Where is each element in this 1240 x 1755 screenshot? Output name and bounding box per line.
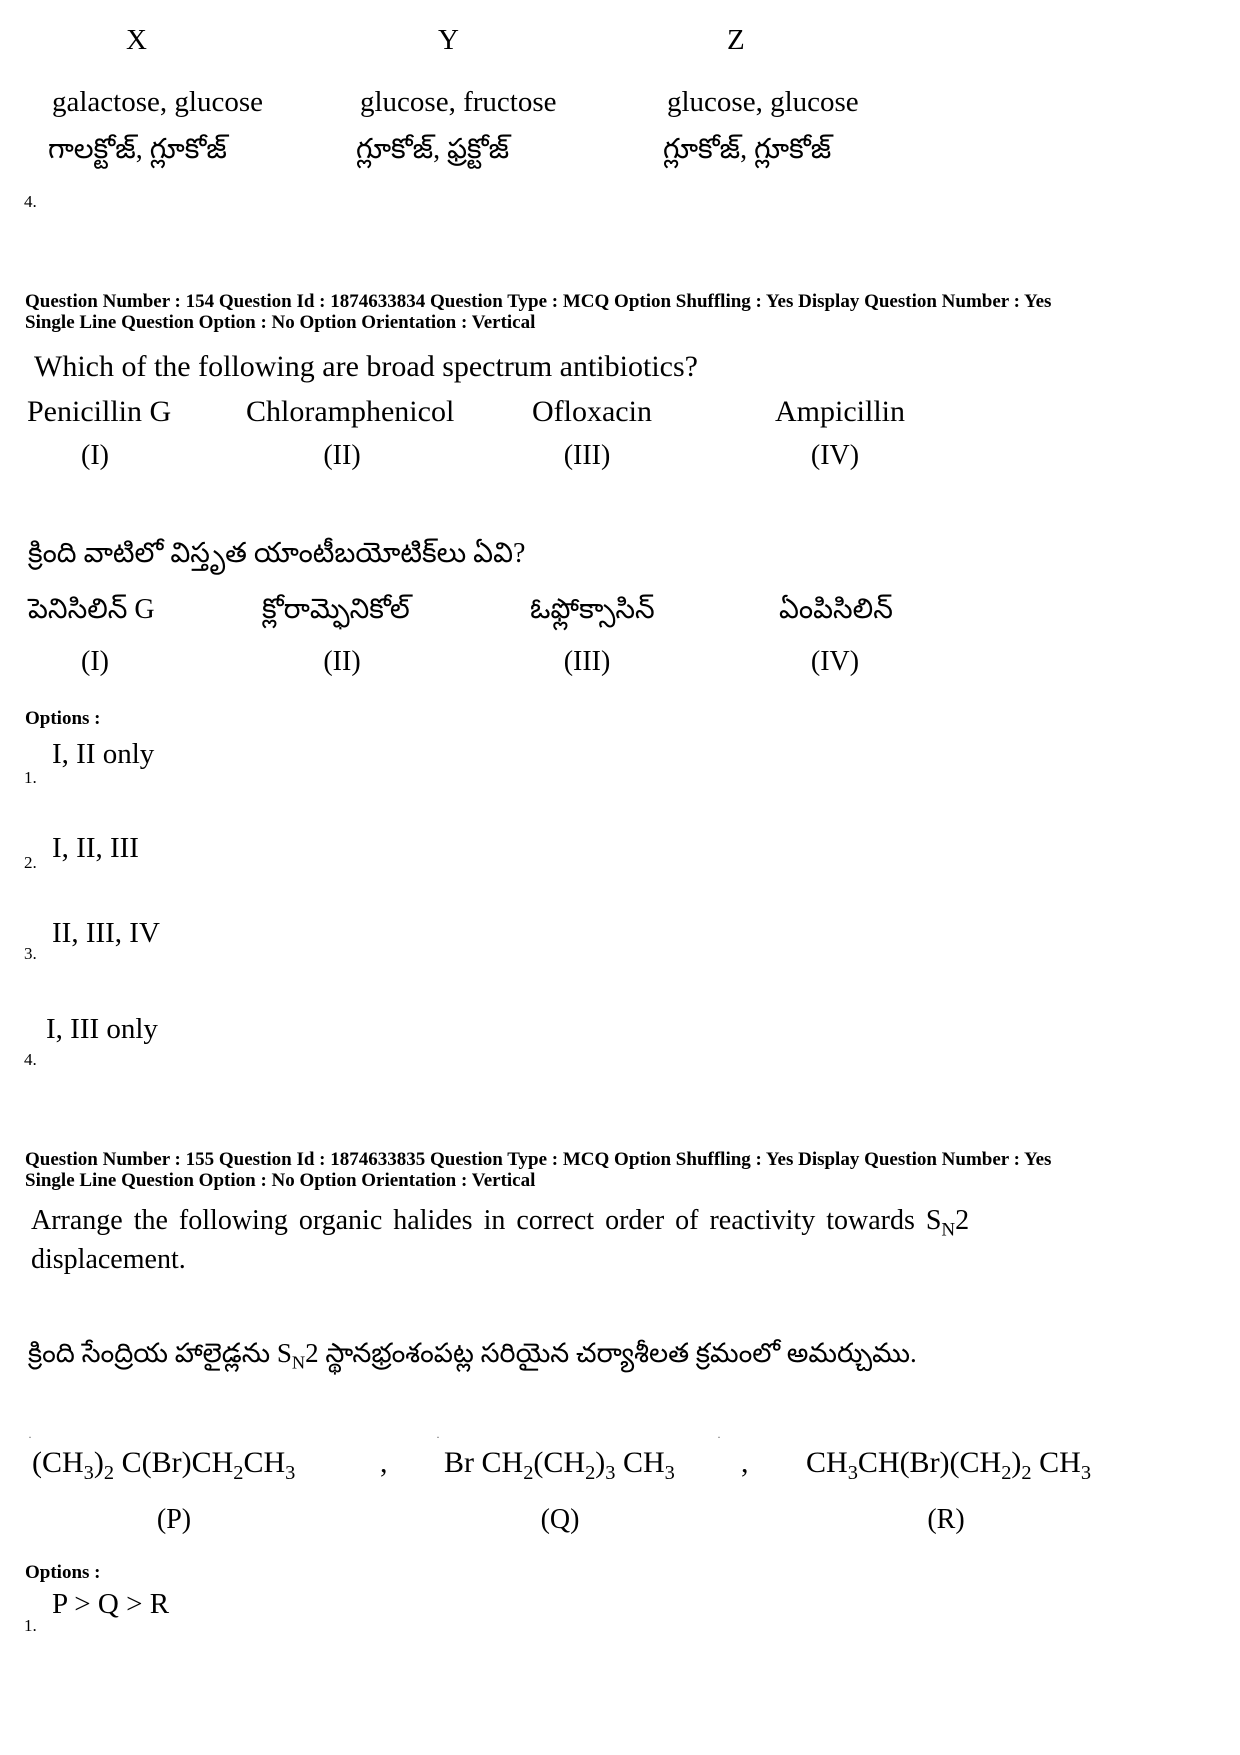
q154-drug-2-telugu: క్లోరామ్ఫెనికోల్ [262, 594, 410, 625]
q155-question-prefix: Arrange the following organic halides in correct order of reactivity towards S [31, 1205, 942, 1236]
cell-y-english: glucose, fructose [360, 86, 557, 118]
separator-1: , [380, 1446, 388, 1479]
compound-r-label: (R) [927, 1504, 965, 1535]
q155-telugu-sn-subscript: N [291, 1352, 306, 1373]
q154-option-3-text: II, III, IV [52, 917, 160, 949]
cell-z-english: glucose, glucose [667, 86, 859, 118]
decorative-dot: · [28, 1430, 32, 1444]
q154-drug-1-telugu: పెనిసిలిన్ G [28, 594, 155, 625]
q154-roman-2-te: (II) [323, 646, 361, 677]
column-header-z: Z [727, 24, 745, 56]
column-header-x: X [126, 24, 147, 56]
cell-x-telugu: గాలక్టోజ్, గ్లూకోజ్ [48, 134, 227, 165]
q154-roman-2: (II) [323, 440, 361, 471]
q154-option-2-number: 2. [24, 853, 37, 872]
q155-meta-line2: Single Line Question Option : No Option Orientation : Vertical [25, 1170, 536, 1191]
q154-question-telugu: క్రింది వాటిలో విస్తృత యాంటీబయోటిక్‌లు ఏవి? [28, 538, 526, 569]
separator-2: , [741, 1446, 749, 1479]
prev-option-number: 4. [24, 192, 37, 211]
q155-meta-line1: Question Number : 155 Question Id : 1874633835 Question Type : MCQ Option Shuffling : Yes Display Question Number : Yes [25, 1149, 1052, 1170]
q154-roman-1: (I) [81, 440, 109, 471]
cell-y-telugu: గ్లూకోజ్, ఫ్రక్టోజ్ [356, 134, 510, 165]
compound-r-formula: $CH_3CH(Br)(CH_2)_2$ $CH_3$ [806, 1446, 1092, 1485]
q154-option-4-number: 4. [24, 1050, 37, 1069]
q154-options-label: Options : [25, 708, 101, 729]
q154-drug-2-english: Chloramphenicol [246, 395, 455, 428]
q155-options-label: Options : [25, 1562, 101, 1583]
column-header-y: Y [438, 24, 459, 56]
q155-telugu-prefix: క్రింది సేంద్రియ హాలైడ్లను S [28, 1338, 292, 1368]
cell-x-english: galactose, glucose [52, 86, 263, 118]
q155-telugu-sn-two: 2 [305, 1338, 319, 1368]
q154-drug-3-telugu: ఓఫ్లోక్సాసిన్ [530, 594, 655, 625]
q155-question-english-line2: displacement. [31, 1244, 186, 1275]
q155-sn-subscript: N [941, 1219, 956, 1241]
compound-q-label: (Q) [540, 1504, 580, 1535]
q154-meta-line2: Single Line Question Option : No Option Orientation : Vertical [25, 312, 536, 333]
cell-z-telugu: గ్లూకోజ్, గ్లూకోజ్ [663, 134, 832, 165]
q154-option-4-text: I, III only [46, 1013, 158, 1045]
q154-option-1-text: I, II only [52, 738, 155, 770]
q155-option-1-text: P > Q > R [52, 1588, 170, 1620]
q155-telugu-suffix: స్థానభ్రంశంపట్ల సరియైన చర్యాశీలత క్రమంలో అమర్చుము. [318, 1338, 917, 1368]
q154-question-english: Which of the following are broad spectrum antibiotics? [34, 350, 698, 383]
q154-drug-4-telugu: ఏంపిసిలిన్ [779, 594, 893, 625]
q154-roman-3-te: (III) [563, 646, 611, 677]
q154-roman-4-te: (IV) [810, 646, 860, 677]
q155-sn-two: 2 [955, 1205, 970, 1236]
q155-option-1-number: 1. [24, 1616, 37, 1635]
q154-option-1-number: 1. [24, 768, 37, 787]
q155-question-english-line1 [31, 1205, 969, 1242]
q154-drug-3-english: Ofloxacin [532, 395, 652, 428]
compound-p-formula: $(CH_3)_2$ $C(Br)CH_2CH_3$ [32, 1446, 296, 1485]
q154-roman-4: (IV) [810, 440, 860, 471]
decorative-dot: · [717, 1430, 721, 1444]
q154-roman-3: (III) [563, 440, 611, 471]
q154-meta-line1: Question Number : 154 Question Id : 1874633834 Question Type : MCQ Option Shuffling : Yes Display Question Number : Yes [25, 291, 1052, 312]
q154-roman-1-te: (I) [81, 646, 109, 677]
compound-q-formula: Br $CH_2(CH_2)_3$ $CH_3$ [444, 1446, 675, 1485]
q154-option-2-text: I, II, III [52, 832, 139, 864]
compound-p-label: (P) [156, 1504, 192, 1535]
q154-drug-4-english: Ampicillin [775, 395, 905, 428]
decorative-dot: · [436, 1430, 440, 1444]
q154-option-3-number: 3. [24, 944, 37, 963]
q155-question-telugu [28, 1338, 917, 1376]
q154-drug-1-english: Penicillin G [27, 395, 172, 428]
